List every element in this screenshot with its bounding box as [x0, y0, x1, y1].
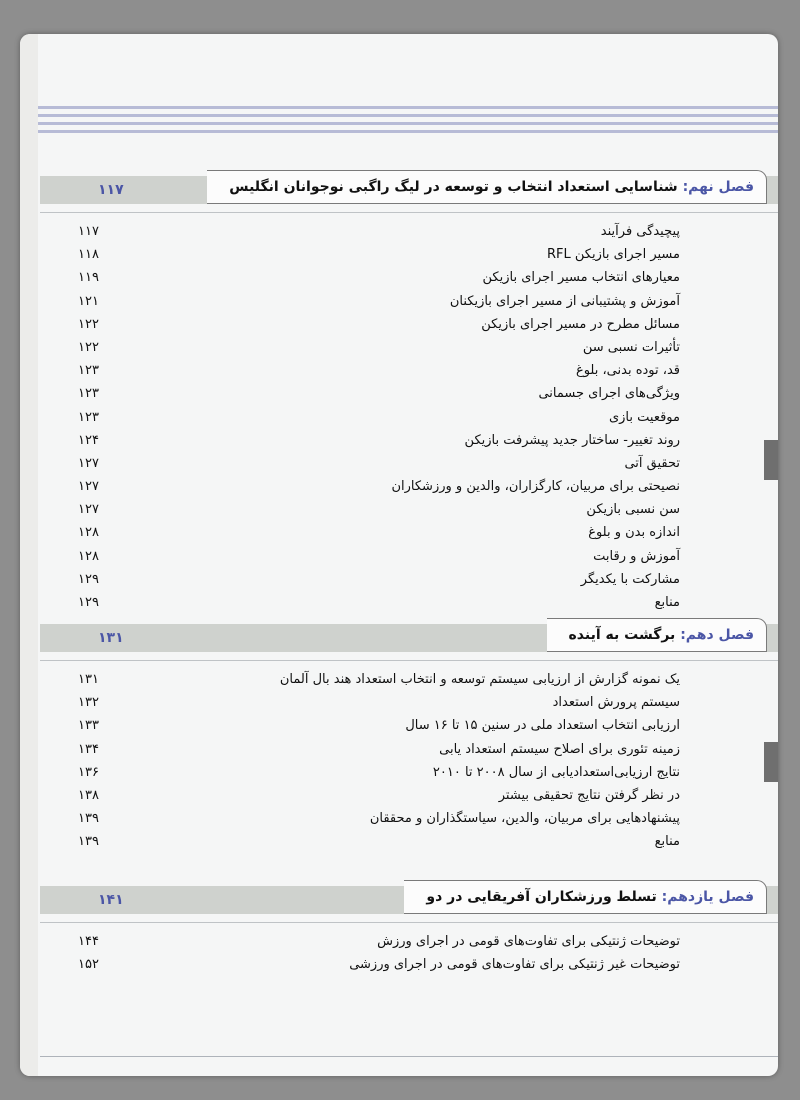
toc-entry[interactable]: [70, 668, 680, 691]
toc-entry-title: مسائل مطرح در مسیر اجرای بازیکن: [481, 316, 680, 332]
toc-entry-title: تأثیرات نسبی سن: [582, 339, 680, 355]
page-edge-tab: [764, 440, 778, 480]
toc-entry-title: موقعیت بازی: [608, 409, 680, 425]
toc-entry-page: ۱۳۴: [78, 741, 99, 757]
chapter-10-list: [70, 668, 680, 854]
toc-entry-page: ۱۱۹: [78, 270, 99, 286]
toc-entry[interactable]: [70, 382, 680, 405]
chapter-11-title: تسلط ورزشکاران آفریقایی در دو: [426, 889, 657, 905]
toc-entry-page: ۱۲۴: [78, 432, 99, 448]
toc-entry[interactable]: [70, 953, 680, 976]
toc-entry-page: ۱۳۲: [78, 695, 99, 711]
chapter-9-page: ۱۱۷: [98, 182, 124, 198]
toc-entry-page: ۱۱۷: [78, 224, 99, 239]
chapter-9-header: [40, 176, 778, 204]
toc-entry-title: یک نمونه گزارش از ارزیابی سیستم توسعه و انتخاب استعداد هند بال آلمان: [279, 672, 680, 687]
toc-entry-title: ویژگی‌های اجرای جسمانی: [538, 386, 680, 402]
toc-entry-title: منابع: [654, 595, 680, 610]
decorative-stripe: [38, 122, 778, 125]
toc-entry[interactable]: [70, 313, 680, 336]
toc-entry-title: سیستم پرورش استعداد: [552, 695, 680, 711]
chapter-11-header: [40, 886, 778, 914]
separator: [40, 660, 778, 661]
toc-entry[interactable]: [70, 521, 680, 544]
toc-entry-title: معیارهای انتخاب مسیر اجرای بازیکن: [482, 270, 680, 286]
page-edge: [20, 34, 38, 1076]
toc-entry[interactable]: [70, 930, 680, 953]
toc-entry[interactable]: [70, 738, 680, 761]
decorative-stripe: [38, 130, 778, 133]
toc-entry-title: ارزیابی انتخاب استعداد ملی در سنین ۱۵ تا ۱۶ سال: [405, 718, 680, 734]
toc-entry-page: ۱۲۸: [78, 525, 99, 541]
toc-entry[interactable]: [70, 266, 680, 289]
chapter-9-tab: [207, 170, 767, 204]
toc-entry-page: ۱۳۶: [78, 764, 99, 780]
toc-entry-page: ۱۲۷: [78, 479, 99, 495]
toc-entry-title: آموزش و پشتیبانی از مسیر اجرای بازیکنان: [449, 293, 680, 309]
toc-entry[interactable]: [70, 807, 680, 830]
chapter-10-header: [40, 624, 778, 652]
toc-entry-page: ۱۲۲: [78, 316, 99, 332]
toc-entry-page: ۱۵۲: [78, 957, 99, 973]
toc-entry-page: ۱۲۱: [78, 293, 99, 309]
chapter-11-page: ۱۴۱: [98, 892, 124, 908]
toc-entry-page: ۱۲۹: [78, 571, 99, 587]
chapter-10-tab: [547, 618, 767, 652]
decorative-stripe: [38, 106, 778, 109]
toc-entry[interactable]: [70, 784, 680, 807]
toc-entry-page: ۱۳۳: [78, 718, 99, 734]
toc-entry-title: نتایج ارزیابی‌استعدادیابی از سال ۲۰۰۸ تا ۲۰۱۰: [432, 764, 680, 780]
toc-entry[interactable]: [70, 545, 680, 568]
chapter-9-label: فصل نهم:: [682, 179, 754, 195]
toc-entry[interactable]: [70, 691, 680, 714]
separator: [40, 922, 778, 923]
toc-entry-page: ۱۲۳: [78, 363, 99, 379]
toc-entry[interactable]: [70, 830, 680, 853]
toc-entry-page: ۱۲۷: [78, 455, 99, 471]
toc-entry-title: زمینه تئوری برای اصلاح سیستم استعداد یابی: [439, 741, 680, 757]
toc-entry-title: تحقیق آتی: [624, 455, 680, 471]
toc-entry-title: توضیحات ژنتیکی برای تفاوت‌های قومی در اجرای ورزش: [377, 934, 680, 949]
toc-entry-title: منابع: [654, 834, 680, 850]
toc-entry-title: نصیحتی برای مربیان، کارگزاران، والدین و ورزشکاران: [391, 479, 680, 495]
chapter-10-label: فصل دهم:: [680, 627, 754, 643]
toc-entry-title: پیشنهادهایی برای مربیان، والدین، سیاستگذاران و محققان: [369, 811, 680, 827]
toc-entry[interactable]: [70, 452, 680, 475]
toc-entry[interactable]: [70, 761, 680, 784]
toc-entry[interactable]: [70, 336, 680, 359]
toc-entry-page: ۱۲۳: [78, 386, 99, 402]
chapter-9-title: شناسایی استعداد انتخاب و توسعه در لیگ راگبی نوجوانان انگلیس: [229, 179, 678, 195]
toc-entry-title: در نظر گرفتن نتایج تحقیقی بیشتر: [498, 787, 680, 803]
toc-entry[interactable]: [70, 714, 680, 737]
toc-entry-page: ۱۲۸: [78, 548, 99, 564]
toc-entry-page: ۱۲۷: [78, 502, 99, 518]
chapter-10-page: ۱۳۱: [98, 630, 124, 646]
toc-entry[interactable]: [70, 243, 680, 266]
toc-entry-title: اندازه بدن و بلوغ: [588, 525, 680, 541]
toc-entry[interactable]: [70, 429, 680, 452]
chapter-11-label: فصل یازدهم:: [661, 889, 754, 905]
toc-entry-page: ۱۲۲: [78, 339, 99, 355]
toc-entry-page: ۱۳۱: [78, 672, 99, 687]
chapter-11-list: [70, 930, 680, 976]
chapter-11-tab: [404, 880, 767, 914]
toc-entry[interactable]: [70, 498, 680, 521]
toc-entry[interactable]: [70, 290, 680, 313]
toc-entry-title: قد، توده بدنی، بلوغ: [575, 363, 680, 379]
toc-entry-title: سن نسبی بازیکن: [586, 502, 680, 518]
toc-entry[interactable]: [70, 359, 680, 382]
toc-entry-title: توضیحات غیر ژنتیکی برای تفاوت‌های قومی در اجرای ورزشی: [349, 957, 680, 973]
toc-entry-title: آموزش و رقابت: [593, 548, 680, 564]
bottom-rule: [40, 1056, 778, 1057]
toc-entry-title: روند تغییر- ساختار جدید پیشرفت بازیکن: [464, 432, 680, 448]
toc-entry[interactable]: [70, 406, 680, 429]
toc-entry-title: پیچیدگی فرآیند: [600, 224, 680, 239]
toc-entry-page: ۱۴۴: [78, 934, 99, 949]
toc-entry[interactable]: [70, 220, 680, 243]
toc-entry-page: ۱۳۸: [78, 787, 99, 803]
toc-entry-page: ۱۲۹: [78, 595, 99, 610]
chapter-10-title: برگشت به آینده: [568, 627, 676, 643]
decorative-stripe: [38, 114, 778, 117]
toc-page: [20, 34, 778, 1076]
toc-entry[interactable]: [70, 568, 680, 591]
page-edge-tab: [764, 742, 778, 782]
toc-entry-page: ۱۳۹: [78, 811, 99, 827]
chapter-9-list: [70, 220, 680, 614]
toc-entry-page: ۱۳۹: [78, 834, 99, 850]
toc-entry[interactable]: [70, 591, 680, 614]
toc-entry-page: ۱۲۳: [78, 409, 99, 425]
toc-entry[interactable]: [70, 475, 680, 498]
toc-entry-page: ۱۱۸: [78, 247, 99, 263]
toc-entry-title: مشارکت با یکدیگر: [580, 571, 680, 587]
toc-entry-title: مسیر اجرای بازیکن RFL: [547, 247, 680, 263]
separator: [40, 212, 778, 213]
